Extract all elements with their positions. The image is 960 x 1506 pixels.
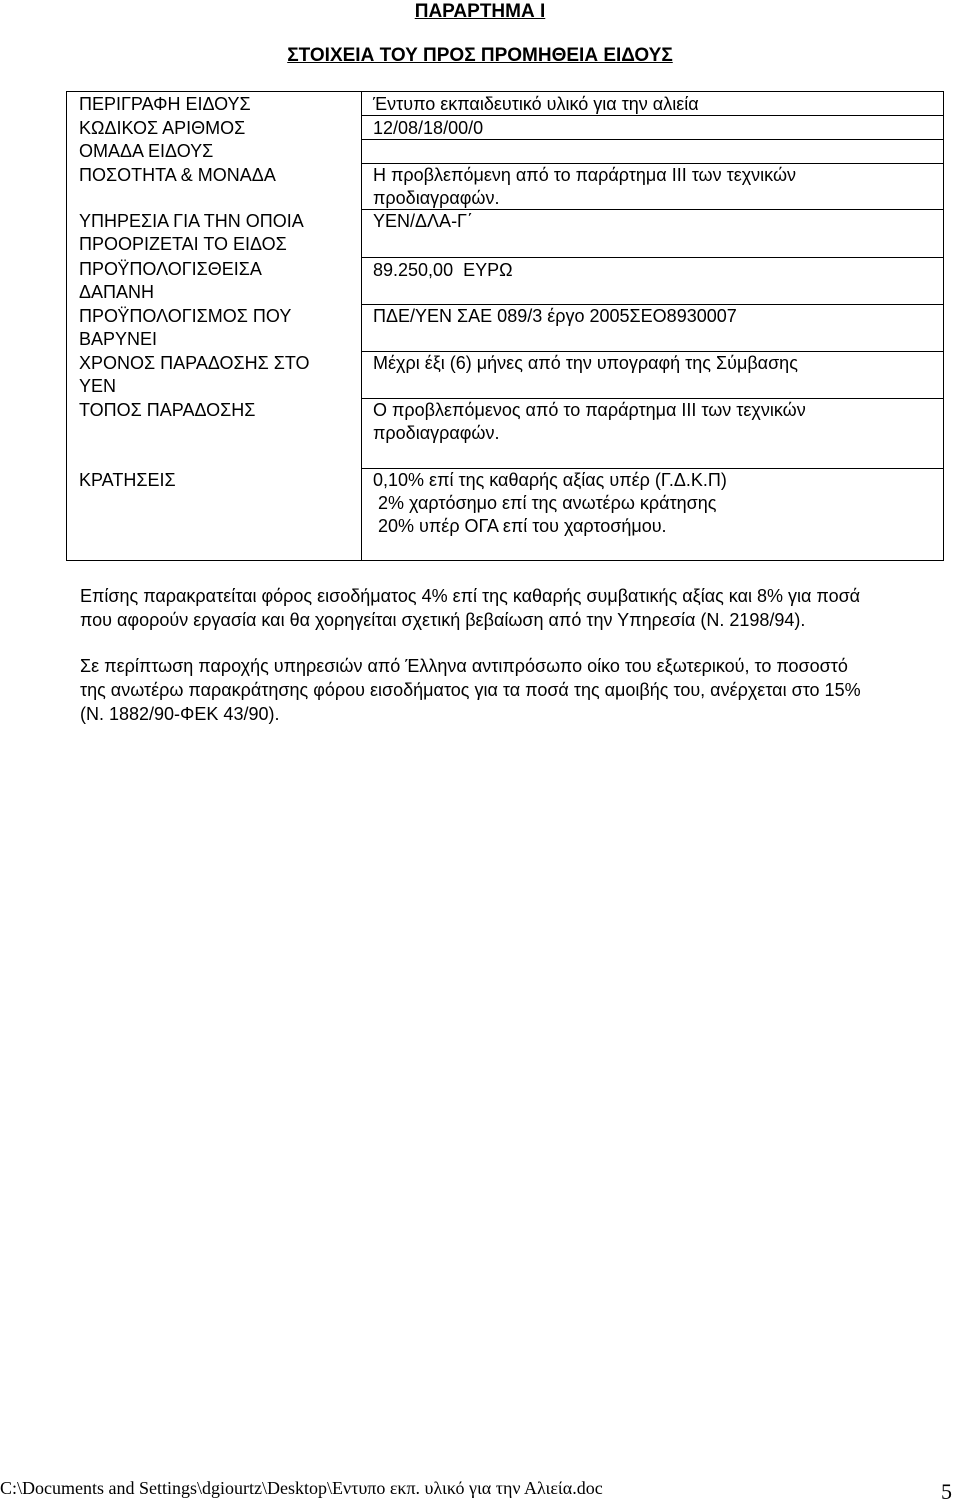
- table-row: [67, 140, 943, 164]
- table-row: [67, 258, 943, 305]
- page-number: 5: [941, 1479, 952, 1504]
- row-value: ΠΔΕ/ΥΕΝ ΣΑΕ 089/3 έργο 2005ΣΕΟ8930007: [373, 306, 737, 326]
- table-row: [67, 164, 943, 210]
- row-label: ΚΩΔΙΚΟΣ ΑΡΙΘΜΟΣ: [79, 118, 246, 138]
- row-value: 12/08/18/00/0: [373, 118, 484, 138]
- row-value: 89.250,00 ΕΥΡΩ: [373, 260, 513, 280]
- row-label: ΠΟΣΟΤΗΤΑ & ΜΟΝΑΔΑ: [79, 165, 276, 185]
- table-row: [67, 469, 943, 559]
- foreign-representative-paragraph: Σε περίπτωση παροχής υπηρεσιών από Έλληνα αντιπρόσωπο οίκο του εξωτερικού, το ποσοστό της ανωτέρω παρακράτησης φόρου εισοδήματος για τα ποσά της αμοιβής του, ανέρχεται στο 15% (Ν. 1882/90-ΦΕΚ 43/90).: [80, 656, 861, 724]
- table-row: [67, 305, 943, 352]
- specification-table: [66, 91, 944, 561]
- row-label: ΧΡΟΝΟΣ ΠΑΡΑΔΟΣΗΣ ΣΤΟ ΥΕΝ: [79, 353, 310, 396]
- row-value: Ο προβλεπόμενος από το παράρτημα ΙΙΙ των τεχνικών προδιαγραφών.: [373, 400, 806, 443]
- table-row: [67, 399, 943, 469]
- table-row: [67, 210, 943, 258]
- row-value: 0,10% επί της καθαρής αξίας υπέρ (Γ.Δ.Κ.Π) 2% χαρτόσημο επί της ανωτέρω κράτησης 20% υπέρ ΟΓΑ επί του χαρτοσήμου.: [373, 470, 727, 536]
- row-value: Έντυπο εκπαιδευτικό υλικό για την αλιεία: [373, 94, 699, 114]
- annex-title: ΠΑΡΑΡΤΗΜΑ Ι: [414, 1, 546, 22]
- row-value: Μέχρι έξι (6) μήνες από την υπογραφή της Σύμβασης: [373, 353, 798, 373]
- row-label: ΟΜΑΔΑ ΕΙΔΟΥΣ: [79, 141, 214, 161]
- table-row: [67, 352, 943, 399]
- footer-file-path: C:\Documents and Settings\dgiourtz\Desktop\Εντυπο εκπ. υλικό για την Αλιεία.doc: [0, 1478, 603, 1498]
- tax-withholding-paragraph: Επίσης παρακρατείται φόρος εισοδήματος 4% επί της καθαρής συμβατικής αξίας και 8% για ποσά που αφορούν εργασία και θα χορηγείται σχετική βεβαίωση από την Υπηρεσία (Ν. 2198/94).: [80, 586, 861, 630]
- row-label: ΥΠΗΡΕΣΙΑ ΓΙΑ ΤΗΝ ΟΠΟΙΑ ΠΡΟΟΡΙΖΕΤΑΙ ΤΟ ΕΙΔΟΣ: [79, 211, 304, 254]
- row-label: ΚΡΑΤΗΣΕΙΣ: [79, 470, 176, 490]
- row-label: ΤΟΠΟΣ ΠΑΡΑΔΟΣΗΣ: [79, 400, 256, 420]
- section-title: ΣΤΟΙΧΕΙΑ ΤΟΥ ΠΡΟΣ ΠΡΟΜΗΘΕΙΑ ΕΙΔΟΥΣ: [287, 45, 673, 66]
- row-label: ΠΕΡΙΓΡΑΦΗ ΕΙΔΟΥΣ: [79, 94, 251, 114]
- row-label: ΠΡΟΫΠΟΛΟΓΙΣΘΕΙΣΑ ΔΑΠΑΝΗ: [79, 259, 262, 302]
- table-row: [67, 92, 943, 116]
- column-divider: [361, 92, 362, 560]
- row-label: ΠΡΟΫΠΟΛΟΓΙΣΜΟΣ ΠΟΥ ΒΑΡΥΝΕΙ: [79, 306, 292, 349]
- row-value: Η προβλεπόμενη από το παράρτημα ΙΙΙ των τεχνικών προδιαγραφών.: [373, 165, 797, 208]
- table-row: [67, 116, 943, 140]
- row-value: ΥΕΝ/ΔΛΑ-Γ΄: [373, 211, 473, 231]
